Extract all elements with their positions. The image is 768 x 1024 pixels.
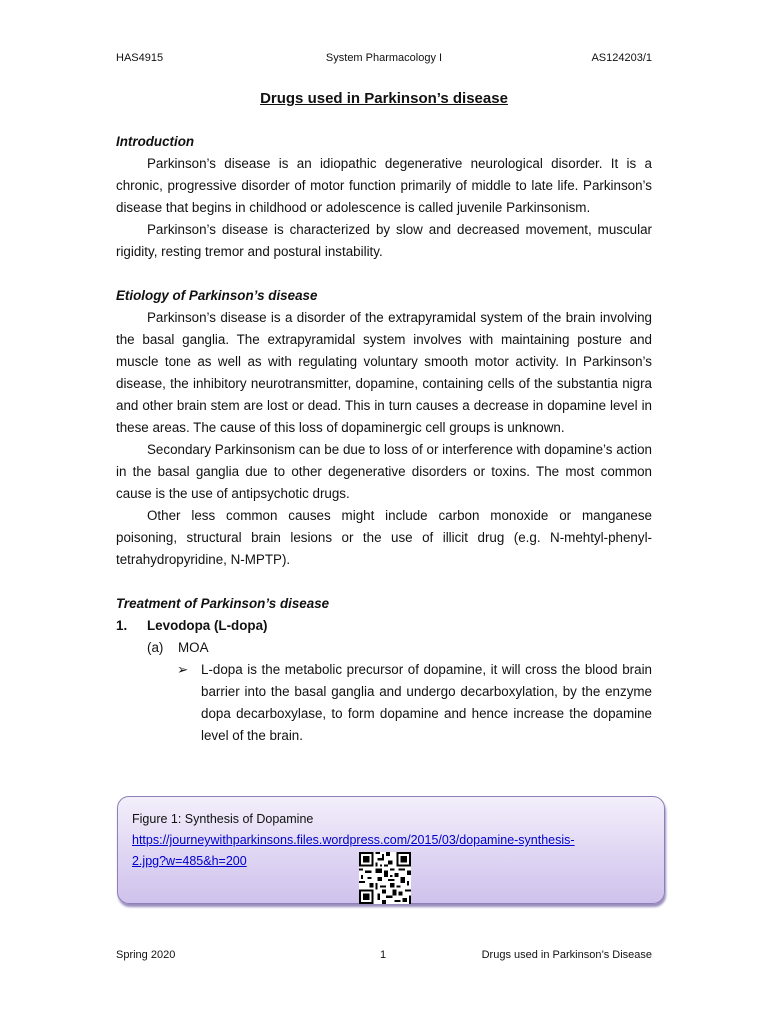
paragraph: Parkinson’s disease is characterized by slow and decreased movement, muscular rigidity, resting tremor and postural instability. [116, 222, 652, 259]
figure-box [117, 796, 665, 904]
doc-code: AS124203/1 [591, 52, 652, 64]
footer-term: Spring 2020 [116, 949, 176, 961]
paragraph: Other less common causes might include carbon monoxide or manganese poisoning, structural brain lesions or the use of illicit drug (e.g. N-mehtyl-phenyl-tetrahydropyridine, N-MPTP). [116, 508, 652, 567]
qr-code-icon [359, 852, 411, 904]
section-heading-treatment: Treatment of Parkinson’s disease [116, 596, 330, 611]
bullet-text: L-dopa is the metabolic precursor of dopamine, it will cross the blood brain barrier into the basal ganglia and undergo decarboxylation, by the enzyme dopa decarboxylase, to form dopamine and hence increase the dopamine level of the brain. [201, 662, 652, 743]
page-title: Drugs used in Parkinson’s disease [260, 90, 508, 107]
paragraph: Secondary Parkinsonism can be due to loss of or interference with dopamine’s action in the basal ganglia due to other degenerative disorders or toxins. The most common cause is the use of antipsychotic drugs. [116, 442, 652, 501]
arrow-bullet-icon: ➢ [177, 662, 189, 677]
course-code: HAS4915 [116, 52, 164, 64]
footer-title: Drugs used in Parkinson’s Disease [481, 949, 652, 961]
page-number: 1 [380, 949, 387, 961]
item-label: Levodopa (L-dopa) [147, 618, 268, 633]
sub-item-number: (a) [147, 640, 164, 655]
figure-link-line2: 2.jpg?w=485&h=200 [132, 854, 247, 868]
numbered-item [116, 615, 652, 637]
bullet-item [116, 659, 652, 747]
paragraph: Parkinson’s disease is an idiopathic degenerative neurological disorder. It is a chronic, progressive disorder of motor function primarily of middle to late life. Parkinson’s disease that begins in childhood or adolescence is called juvenile Parkinsonism. [116, 156, 652, 215]
page-header [116, 52, 652, 64]
course-title: System Pharmacology I [325, 52, 443, 64]
figure-link-line1: https://journeywithparkinsons.files.wordpress.com/2015/03/dopamine-synthesis- [132, 833, 575, 847]
sub-item-label: MOA [178, 640, 209, 655]
section-heading-etiology: Etiology of Parkinson’s disease [116, 288, 318, 303]
item-number: 1. [116, 618, 128, 633]
figure-caption: Figure 1: Synthesis of Dopamine [132, 812, 314, 826]
sub-item [116, 637, 652, 659]
section-heading-introduction: Introduction [116, 134, 195, 149]
paragraph: Parkinson’s disease is a disorder of the extrapyramidal system of the brain involving the basal ganglia. The extrapyramidal system involves with maintaining posture and muscle tone as well as with regulating voluntary smooth motor activity. In Parkinson’s disease, the inhibitory neurotransmitter, dopamine, containing cells of the substantia nigra and other brain stem are lost or dead. This in turn causes a decrease in dopamine level in these areas. The cause of this loss of dopaminergic cell groups is unknown. [116, 310, 652, 435]
figure-link[interactable] [132, 833, 575, 868]
document-body [116, 131, 652, 747]
